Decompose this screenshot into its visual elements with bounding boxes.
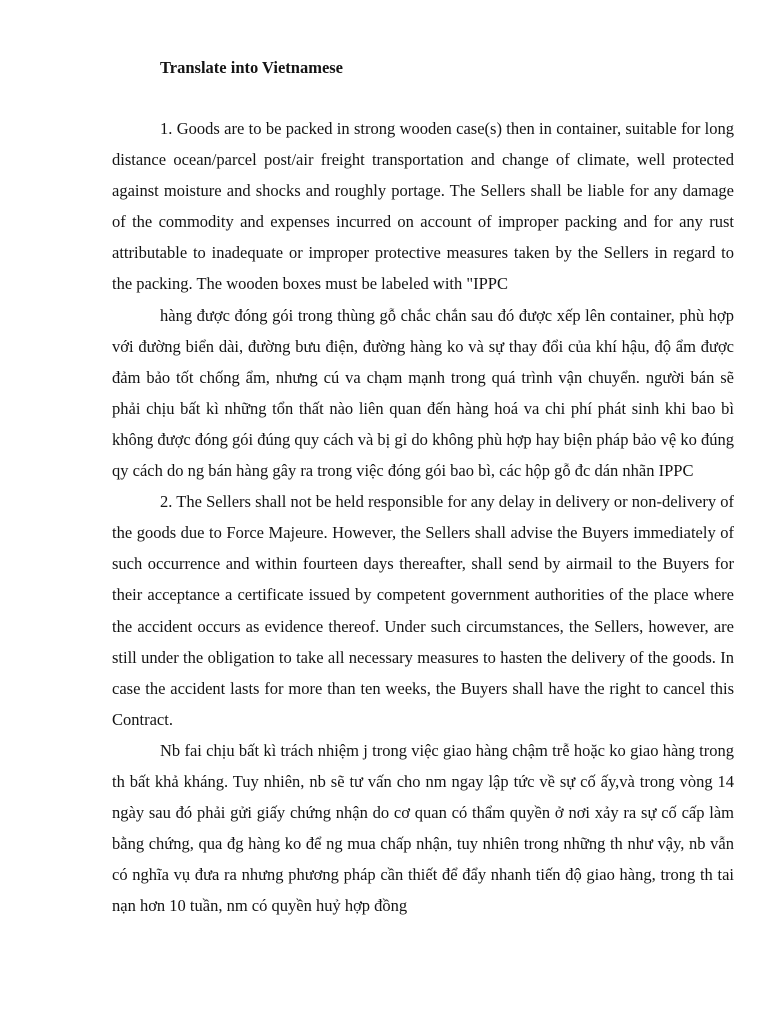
paragraph-vietnamese-1: hàng được đóng gói trong thùng gỗ chắc chắn sau đó được xếp lên container, phù hợp với đường biển dài, đường bưu điện, đường hàng ko và sự thay đổi của khí hậu, độ ẩm được đảm bảo tốt chống ẩm, nhưng cú va chạm mạnh trong quá trình vận chuyển. người bán sẽ phải chịu bất kì những tổn thất nào liên quan đến hàng hoá va chi phí phát sinh khi bao bì không được đóng gói đúng quy cách và bị gỉ do không phù hợp hay biện pháp bảo vệ ko đúng qy cách do ng bán hàng gây ra trong việc đóng gói bao bì, các hộp gỗ đc dán nhãn IPPC [112, 305, 734, 481]
document-body [112, 113, 734, 921]
paragraph-english-1: 1. Goods are to be packed in strong wooden case(s) then in container, suitable for long distance ocean/parcel post/air freight transportation and change of climate, well protected against moisture and shocks and roughly portage. The Sellers shall be liable for any damage of the commodity and expenses incurred on account of improper packing and for any rust attributable to inadequate or improper protective measures taken by the Sellers in regard to the packing. The wooden boxes must be labeled with "IPPC [112, 119, 734, 294]
document-title: Translate into Vietnamese [160, 58, 344, 77]
paragraph-vietnamese-2: Nb fai chịu bất kì trách nhiệm j trong việc giao hàng chậm trễ hoặc ko giao hàng trong th bất khả kháng. Tuy nhiên, nb sẽ tư vấn cho nm ngay lập tức về sự cố ấy,và trong vòng 14 ngày sau đó phải gửi giấy chứng nhận do cơ quan có thẩm quyền ở nơi xảy ra sự cố cấp làm bằng chứng, qua đg hàng ko để ng mua chấp nhận, tuy nhiên trong những th như vậy, nb vẫn có nghĩa vụ đưa ra nhưng phương pháp cần thiết để đẩy nhanh tiến độ giao hàng, trong th tai nạn hơn 10 tuần, nm có quyền huỷ hợp đồng [112, 740, 734, 916]
paragraph-english-2: 2. The Sellers shall not be held responsible for any delay in delivery or non-delivery of the goods due to Force Majeure. However, the Sellers shall advise the Buyers immediately of such occurrence and within fourteen days thereafter, shall send by airmail to the Buyers for their acceptance a certificate issued by competent government authorities of the place where the accident occurs as evidence thereof. Under such circumstances, the Sellers, however, are still under the obligation to take all necessary measures to hasten the delivery of the goods. In case the accident lasts for more than ten weeks, the Buyers shall have the right to cancel this Contract. [112, 492, 734, 729]
